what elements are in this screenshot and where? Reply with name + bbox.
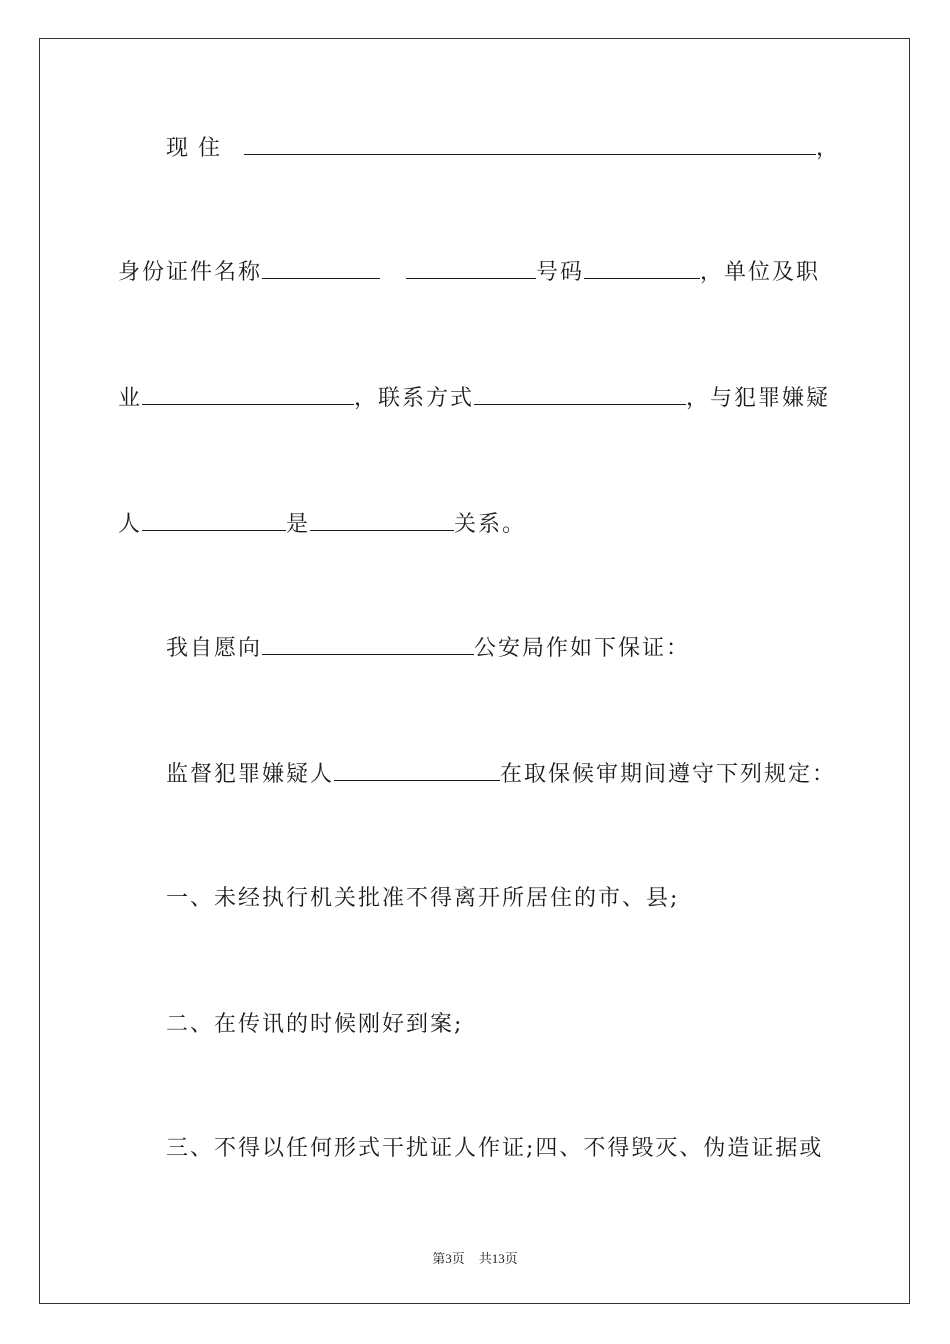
id-number-label: 号码 [536,260,585,285]
line-supervise [118,760,886,790]
rule-2: 二、在传讯的时候刚好到案; [166,1012,464,1037]
rule-3-4: 三、不得以任何形式干扰证人作证;四、不得毁灭、伪造证据或 [166,1136,824,1161]
rule-1: 一、未经执行机关批准不得离开所居住的市、县; [166,886,680,911]
guarantee-intro: 我自愿向 [166,636,263,661]
occupation-blank[interactable] [142,384,354,405]
supervise-end: 在取保候审期间遵守下列规定： [500,762,837,787]
page-total: 共13页 [478,1251,518,1266]
id-number-blank[interactable] [584,258,700,279]
relation-blank[interactable] [310,510,454,531]
id-type-blank[interactable] [262,258,380,279]
line-guarantee [118,634,886,664]
residence-label: 现住 [166,136,231,161]
page-number: 第3页 [432,1251,465,1266]
relation-end: 关系。 [454,512,527,537]
contact-label: ，联系方式 [354,386,475,411]
id-type-blank-2[interactable] [406,258,536,279]
police-bureau-blank[interactable] [262,634,474,655]
relation-intro: ，与犯罪嫌疑 [686,386,831,411]
id-type-label: 身份证件名称 [118,260,263,285]
page-border [39,38,910,1304]
residence-end: ， [816,136,841,161]
residence-blank[interactable] [244,134,816,155]
suspect-name-blank[interactable] [142,510,286,531]
is-label: 是 [286,512,311,537]
suspect-label: 人 [118,512,143,537]
supervise-intro: 监督犯罪嫌疑人 [166,762,335,787]
line-id [118,258,838,288]
employer-label: ，单位及职 [700,260,821,285]
line-relation [118,510,838,540]
occupation-label: 业 [118,386,143,411]
line-residence [118,134,886,164]
page-footer [0,1248,950,1267]
line-occupation [118,384,838,414]
guarantee-end: 公安局作如下保证： [474,636,691,661]
contact-blank[interactable] [474,384,686,405]
supervised-suspect-blank[interactable] [334,760,500,781]
